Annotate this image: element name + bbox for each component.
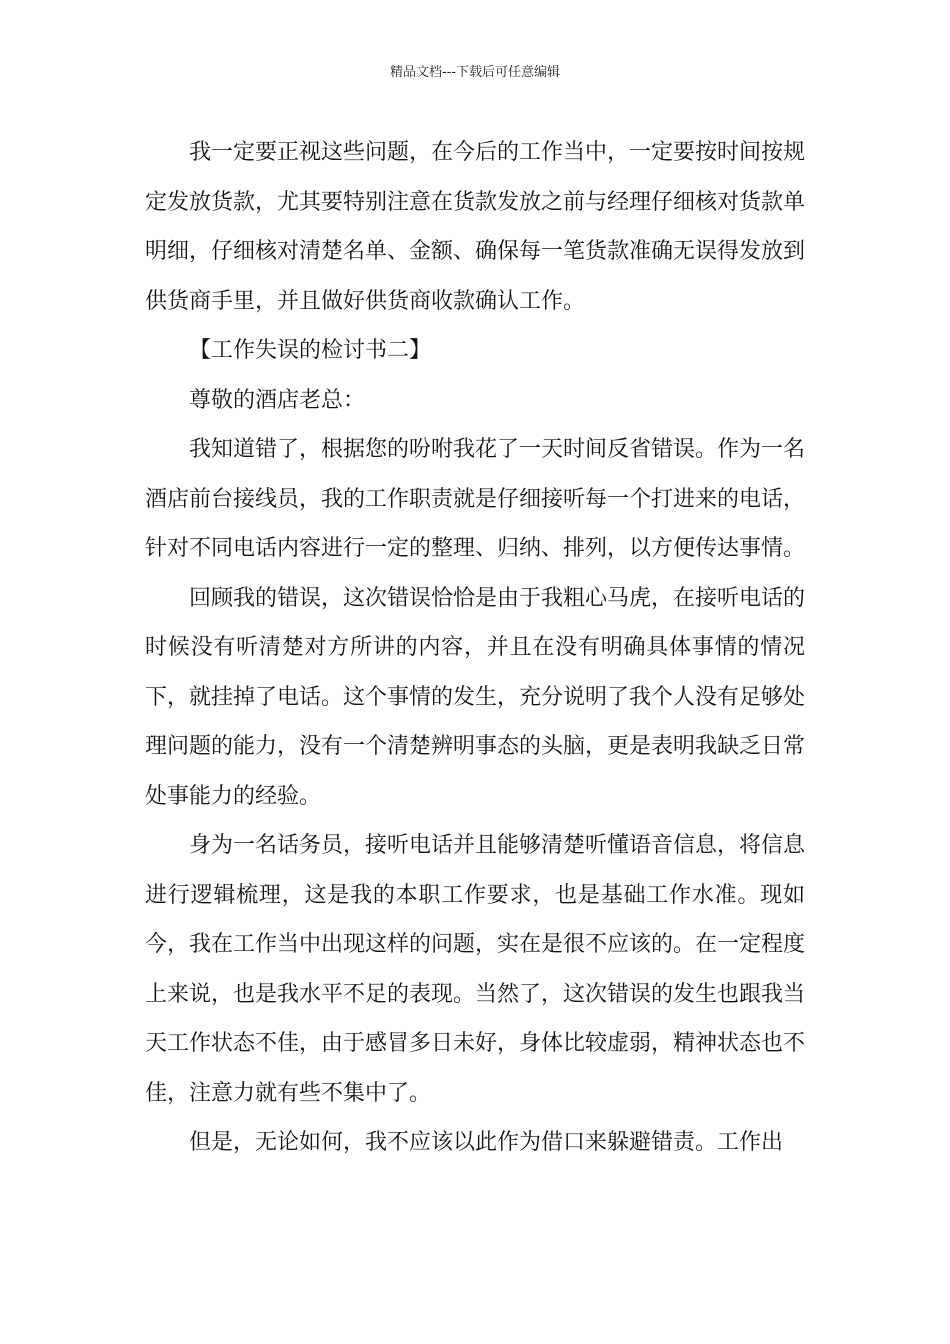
paragraph-2: 我知道错了，根据您的吩咐我花了一天时间反省错误。作为一名酒店前台接线员，我的工作职责就是仔细接听每一个打进来的电话，针对不同电话内容进行一定的整理、归纳、排列，以方便传达事情。 (145, 437, 806, 561)
paragraph-1: 我一定要正视这些问题，在今后的工作当中，一定要按时间按规定发放货款，尤其要特别注意在货款发放之前与经理仔细核对货款单明细，仔细核对清楚名单、金额、确保每一笔货款准确无误得发放到供货商手里，并且做好供货商收款确认工作。 (145, 140, 806, 314)
paragraph-3: 回顾我的错误，这次错误恰恰是由于我粗心马虎，在接听电话的时候没有听清楚对方所讲的内容，并且在没有明确具体事情的情况下，就挂掉了电话。这个事情的发生，充分说明了我个人没有足够处理问题的能力，没有一个清楚辨明事态的头脑，更是表明我缺乏日常处事能力的经验。 (145, 585, 806, 809)
document-body (145, 128, 805, 1168)
paragraph-4: 身为一名话务员，接听电话并且能够清楚听懂语音信息，将信息进行逻辑梳理，这是我的本职工作要求，也是基础工作水准。现如今，我在工作当中出现这样的问题，实在是很不应该的。在一定程度上来说，也是我水平不足的表现。当然了，这次错误的发生也跟我当天工作状态不佳，由于感冒多日未好，身体比较虚弱，精神状态也不佳，注意力就有些不集中了。 (145, 833, 806, 1106)
salutation: 尊敬的酒店老总： (189, 387, 366, 413)
paragraph-5: 但是，无论如何，我不应该以此作为借口来躲避错责。工作出 (189, 1130, 784, 1155)
section-heading: 【工作失误的检讨书二】 (189, 338, 432, 363)
page-header: 精品文档---下载后可任意编辑 (389, 65, 561, 80)
